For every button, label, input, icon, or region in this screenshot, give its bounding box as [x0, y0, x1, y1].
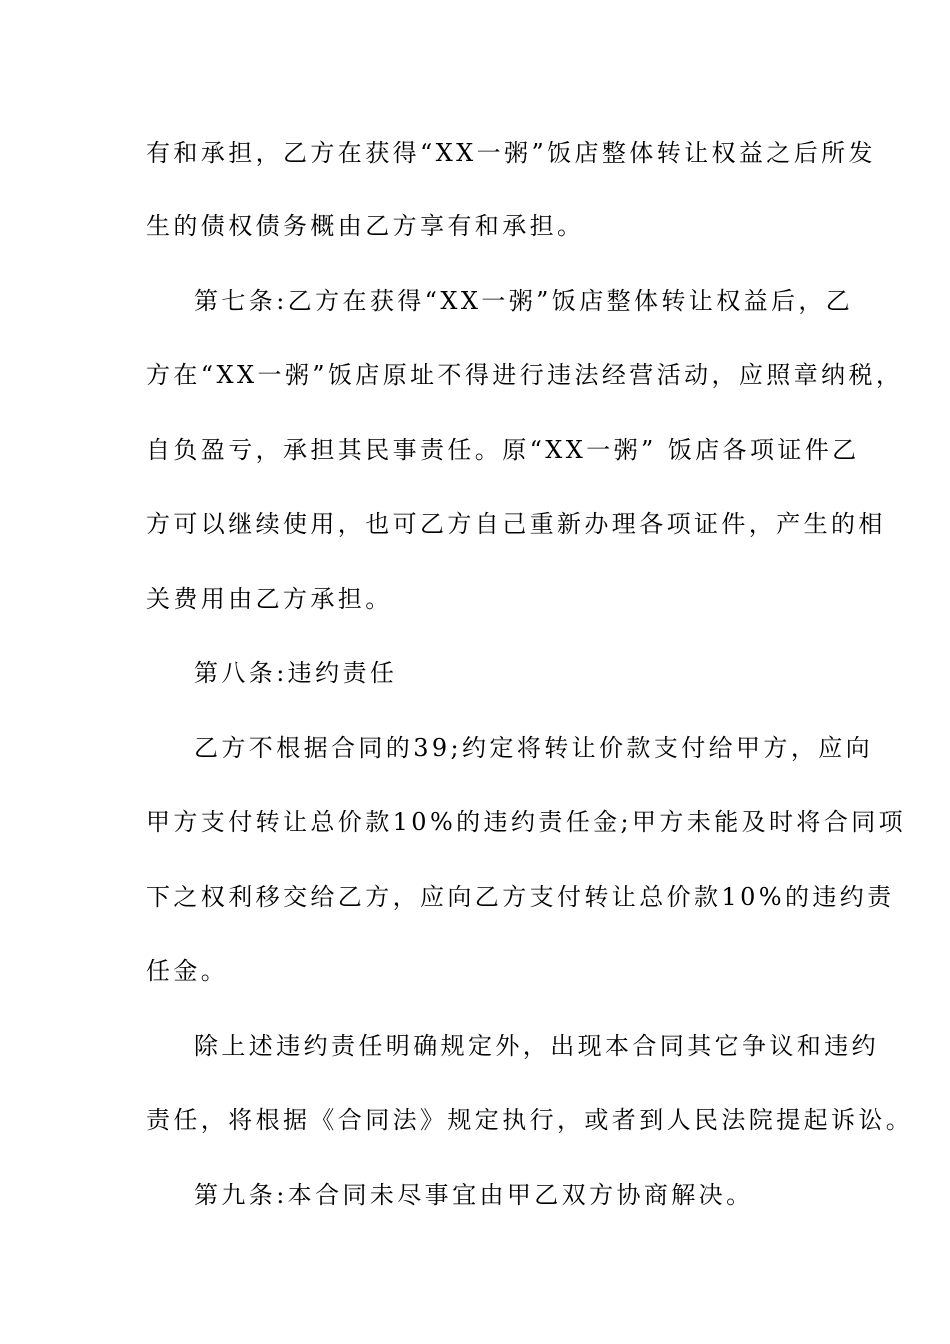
text-line: 责任，将根据《合同法》规定执行，或者到人民法院提起诉讼。	[146, 1106, 914, 1134]
text-line: 有和承担，乙方在获得“XX一粥”饭店整体转让权益之后所发	[146, 139, 876, 167]
text-line: 自负盈亏，承担其民事责任。原“XX一粥” 饭店各项证件乙	[146, 436, 860, 464]
paragraph-article-9: 第九条:本合同未尽事宜由甲乙双方协商解决。	[194, 1181, 754, 1209]
paragraph-start-disputes: 除上述违约责任明确规定外，出现本合同其它争议和违约	[194, 1032, 879, 1060]
text-line: 方在“XX一粥”饭店原址不得进行违法经营活动，应照章纳税，	[146, 361, 904, 389]
text-line: 任金。	[146, 957, 229, 985]
text-line: 方可以继续使用，也可乙方自己重新办理各项证件，产生的相	[146, 510, 886, 538]
text-line: 甲方支付转让总价款10%的违约责任金;甲方未能及时将合同项	[146, 808, 907, 836]
text-line: 下之权利移交给乙方，应向乙方支付转让总价款10%的违约责	[146, 883, 895, 911]
text-line: 生的债权债务概由乙方享有和承担。	[146, 212, 585, 240]
text-line: 关费用由乙方承担。	[146, 585, 393, 613]
paragraph-start-article-7: 第七条:乙方在获得“XX一粥”饭店整体转让权益后，乙	[194, 287, 854, 315]
paragraph-start-breach: 乙方不根据合同的39;约定将转让价款支付给甲方，应向	[194, 734, 874, 762]
heading-article-8: 第八条:违约责任	[194, 659, 398, 687]
